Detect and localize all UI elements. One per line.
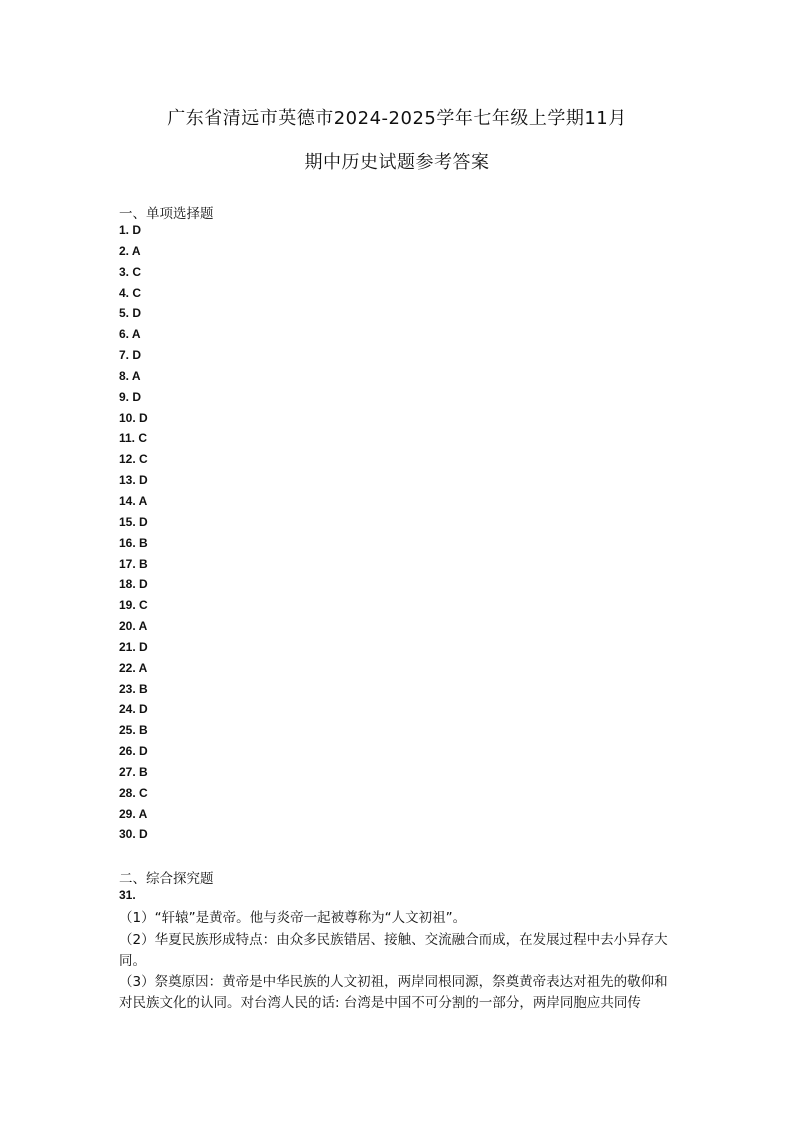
answer-item: 23. B: [119, 681, 148, 696]
answer-item: 17. B: [119, 556, 148, 571]
answer-item: 16. B: [119, 535, 148, 550]
answer-item: 5. D: [119, 306, 142, 321]
answer-item: 8. A: [119, 368, 141, 383]
answer-item: 1. D: [119, 223, 142, 237]
section2-heading: 二、综合探究题: [119, 871, 214, 887]
answer-paragraph-2: （2）华夏民族形成特点：由众多民族错居、接触、交流融合而成，在发展过程中去小异存大同。: [119, 932, 668, 969]
document-title-line2: 期中历史试题参考答案: [304, 152, 490, 173]
answer-item: 4. C: [119, 285, 142, 300]
answer-item: 28. C: [119, 785, 148, 800]
answer-item: 10. D: [119, 410, 148, 425]
answer-item: 14. A: [119, 493, 148, 508]
answer-item: 6. A: [119, 327, 141, 342]
section1-heading: 一、单项选择题: [119, 206, 214, 222]
answer-item: 19. C: [119, 598, 148, 613]
answer-item: 25. B: [119, 723, 148, 738]
answer-item: 18. D: [119, 577, 148, 592]
answer-item: 22. A: [119, 660, 148, 675]
answer-item: 2. A: [119, 243, 141, 258]
answer-item: 27. B: [119, 764, 148, 779]
answer-paragraph-1: （1）“轩辕”是黄帝。他与炎帝一起被尊称为“人文初祖”。: [119, 910, 467, 926]
answer-item: 30. D: [119, 827, 148, 842]
answer-item: 12. C: [119, 452, 148, 467]
answer-item: 13. D: [119, 473, 148, 488]
answer-item: 15. D: [119, 514, 148, 529]
answer-item: 20. A: [119, 619, 148, 634]
answer-item: 11. C: [119, 431, 148, 446]
answer-item: 26. D: [119, 744, 148, 759]
answer-item: 9. D: [119, 389, 142, 404]
document-title-line1: 广东省清远市英德市2024-2025学年七年级上学期11月: [167, 108, 627, 129]
answer-item: 21. D: [119, 639, 148, 654]
answer-item: 24. D: [119, 702, 148, 717]
answer-paragraph-3: （3）祭奠原因：黄帝是中华民族的人文初祖，两岸同根同源，祭奠黄帝表达对祖先的敬仰和对民族文化的认同。对台湾人民的话: 台湾是中国不可分割的一部分，两岸同胞应共同传: [119, 974, 668, 1011]
answer-item: 7. D: [119, 348, 142, 363]
answer-list: [119, 220, 148, 845]
answer-item: 29. A: [119, 806, 148, 821]
question-number: 31.: [119, 888, 136, 902]
answer-item: 3. C: [119, 264, 142, 279]
